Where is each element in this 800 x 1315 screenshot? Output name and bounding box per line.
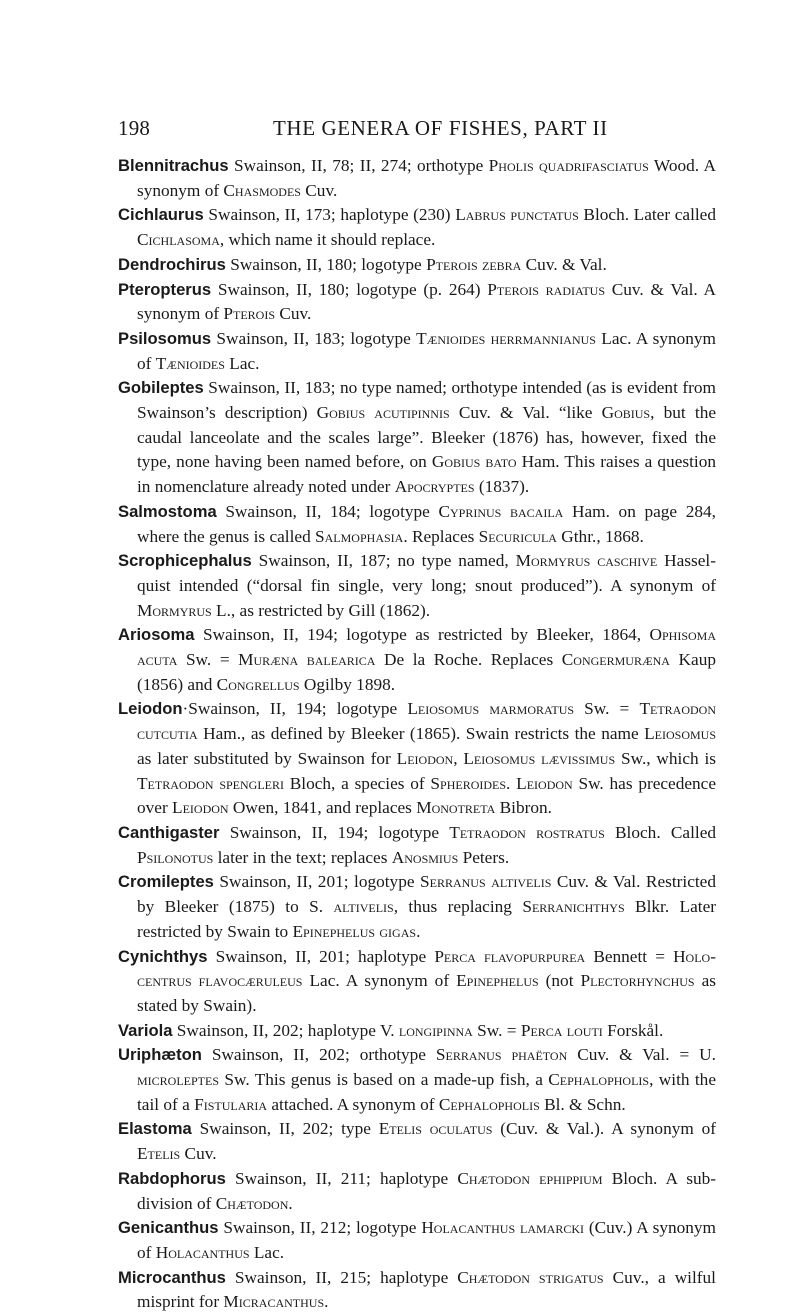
genus-name: Dendrochirus [118, 254, 226, 274]
species-name: Tænioides herrmannianus [416, 328, 596, 348]
genus-name: Salmostoma [118, 501, 217, 521]
species-name: Fistularia [194, 1094, 268, 1114]
entry-text: , thus replacing [393, 897, 523, 917]
species-name: Plectorhynchus [580, 971, 695, 991]
entry-text: (Cuv. & Val.). A synonym of [492, 1119, 717, 1139]
genus-name: Ariosoma [118, 625, 195, 645]
entry-text: Swainson, II, 202; type [191, 1119, 379, 1139]
species-name: Tetraodon spengleri [137, 773, 284, 793]
species-name: Gobius [601, 403, 651, 423]
entry-text: Swainson, II, 183; logotype [211, 328, 417, 348]
genus-entry [118, 1167, 716, 1216]
entry-text: Swainson, II, 183; no type named; orthotype intended (as is evident from Swainson’s description) [137, 378, 716, 423]
genus-entry-list [118, 154, 716, 1315]
entry-text: Swainson, II, 173; haplotype (230) [203, 205, 456, 225]
species-name: Pterois [223, 304, 276, 324]
species-name: Epinephelus gigas [292, 921, 417, 941]
species-name: Leiodon [516, 773, 573, 793]
entry-text: Peters. [458, 847, 510, 867]
entry-text: Hasselquist intended (“dorsal fin single, very long; snout produced”). A synonym of [137, 551, 716, 595]
species-name: Congermuræna [561, 650, 670, 670]
entry-text: Bloch. Called [604, 822, 716, 842]
entry-text: Bloch. A subdivision of [137, 1168, 716, 1213]
entry-text: Swainson, II, 194; logotype [219, 822, 450, 842]
genus-entry [118, 945, 716, 1019]
genus-entry [118, 376, 716, 500]
page-number: 198 [118, 116, 151, 140]
entry-text: Cuv. [180, 1144, 217, 1164]
genus-entry [118, 154, 716, 203]
species-name: Cephalopholis [438, 1094, 540, 1114]
entry-text: Gthr., 1868. [556, 526, 644, 546]
entry-text: Swainson, II, 201; logotype [213, 872, 421, 892]
entry-text: . [416, 921, 421, 941]
species-name: Apocryptes [394, 477, 475, 497]
genus-entry [118, 870, 716, 944]
genus-entry [118, 500, 716, 549]
entry-text: Sw. has precedence over [137, 773, 717, 818]
species-name: Leiosomus lævissimus [463, 748, 616, 768]
entry-text: Bl. & Schn. [539, 1094, 626, 1114]
entry-text: attached. A synonym of [267, 1094, 439, 1114]
species-name: Chætodon ephippium [457, 1168, 603, 1188]
entry-text: Lac. A synonym of [137, 328, 716, 373]
entry-text: Swainson, II, 211; haplotype [225, 1168, 458, 1188]
entry-text: Ogilby 1898. [299, 674, 396, 694]
entry-text: Swainson, II, 184; logotype [216, 501, 439, 521]
genus-entry [118, 549, 716, 623]
entry-text: Swainson, II, 215; haplotype [225, 1267, 458, 1287]
entry-text: Swainson, II, 202; haplotype V. [172, 1020, 399, 1040]
species-name: altivelis [333, 897, 394, 917]
entry-text: . [288, 1193, 293, 1213]
entry-text: Swainson, II, 201; haplotype [207, 946, 435, 966]
species-name: Cephalopholis [548, 1070, 650, 1090]
entry-text: Swainson, II, 78; II, 274; orthotype [228, 156, 489, 175]
species-name: Holocentrus flavocæruleus [137, 946, 716, 991]
genus-name: Genicanthus [118, 1218, 219, 1238]
species-name: Leiosomus marmoratus [407, 699, 575, 719]
entry-text: Swainson, II, 202; orthotype [201, 1045, 436, 1065]
entry-text: Cuv. & Val. = U. [567, 1045, 716, 1065]
genus-name: Elastoma [118, 1119, 192, 1139]
species-name: Perca louti [520, 1020, 603, 1040]
species-name: longipinna [398, 1020, 473, 1040]
entry-text: . Replaces [403, 526, 479, 546]
genus-name: Cichlaurus [118, 205, 204, 225]
genus-entry [118, 278, 716, 327]
entry-text: Cuv. [300, 180, 338, 200]
species-name: Perca flavopurpurea [434, 946, 586, 966]
entry-text: Wood. A synonym of [137, 156, 716, 200]
page-header [118, 116, 708, 142]
species-name: Gobius acutipinnis [316, 403, 450, 423]
entry-text: (1837). [474, 477, 530, 497]
genus-name: Rabdophorus [118, 1168, 226, 1188]
species-name: Psilonotus [137, 847, 214, 867]
entry-text: Owen, 1841, and replaces [228, 798, 417, 818]
entry-text: Sw. = [574, 699, 640, 719]
species-name: Etelis oculatus [378, 1119, 493, 1139]
species-name: Serranus altivelis [420, 872, 552, 892]
entry-text: , which name it should replace. [219, 230, 436, 250]
entry-text: as later substituted by Swainson for [137, 748, 397, 768]
entry-text: ·Swainson, II, 194; logotype [182, 699, 408, 719]
entry-text: Cuv. & Val. “like [449, 403, 602, 423]
entry-text: De la Roche. Replaces [375, 650, 562, 670]
genus-name: Scrophicephalus [118, 551, 252, 571]
species-name: Ophisoma acuta [137, 625, 716, 670]
entry-text: Lac. [224, 353, 260, 373]
species-name: Cichlasoma [137, 230, 220, 250]
genus-name: Cynichthys [118, 946, 208, 966]
entry-text: Sw., which is [615, 748, 717, 768]
species-name: Monotreta [416, 798, 496, 818]
entry-text: Forskål. [602, 1020, 664, 1040]
entry-text: Cuv., a wilful misprint for [137, 1267, 716, 1312]
species-name: Muræna balearica [238, 650, 376, 670]
species-name: Tetraodon cutcutia [137, 699, 716, 744]
entry-text: Swainson, II, 180; logotype [225, 254, 427, 274]
genus-entry [118, 1019, 716, 1044]
species-name: Anosmius [391, 847, 459, 867]
species-name: Congrellus [216, 674, 300, 694]
entry-text: , with the tail of a [137, 1070, 716, 1114]
genus-entry [118, 203, 716, 252]
genus-name: Blennitrachus [118, 156, 229, 175]
genus-entry [118, 1043, 716, 1117]
entry-text: (not [538, 971, 581, 991]
entry-text: Sw. This genus is based on a made-up fish, a [219, 1070, 549, 1090]
entry-text: L., as restricted by Gill (1862). [211, 600, 431, 620]
species-name: Serranus phaëton [435, 1045, 568, 1065]
entry-text: as stated by Swain). [137, 971, 716, 1015]
species-name: Leiosomus [644, 724, 716, 744]
species-name: Pterois zebra [426, 254, 522, 274]
species-name: Chætodon [215, 1193, 289, 1213]
species-name: Tetraodon rostratus [449, 822, 605, 842]
entry-text: Kaup (1856) and [137, 650, 716, 694]
running-head: THE GENERA OF FISHES, PART II [273, 116, 608, 140]
species-name: Gobius bato [431, 452, 517, 472]
genus-entry [118, 253, 716, 278]
entry-text: Sw. = [177, 650, 239, 670]
entry-text: Bibron. [495, 798, 552, 818]
species-name: Securicula [478, 526, 557, 546]
species-name: Etelis [137, 1144, 181, 1164]
genus-name: Canthigaster [118, 822, 220, 842]
entry-text: Lac. A synonym of [302, 971, 457, 991]
entry-text: Sw. = [472, 1020, 521, 1040]
entry-text: Ham., as defined by Bleeker (1865). Swain restricts the name [197, 724, 645, 744]
genus-name: Cromileptes [118, 872, 214, 892]
genus-entry [118, 327, 716, 376]
genus-name: Psilosomus [118, 328, 212, 348]
genus-entry [118, 1266, 716, 1315]
entry-text: , [453, 748, 464, 768]
species-name: Pterois radiatus [487, 279, 605, 299]
entry-text: Bloch, a species of [284, 773, 431, 793]
species-name: Pholis quadrifasciatus [488, 156, 649, 175]
species-name: Leiodon [396, 748, 454, 768]
genus-name: Microcanthus [118, 1267, 226, 1287]
entry-text: . [324, 1292, 329, 1312]
entry-text: Swainson, II, 180; logotype (p. 264) [211, 279, 488, 299]
species-name: Salmophasia [315, 526, 404, 546]
genus-name: Pteropterus [118, 279, 212, 299]
entry-text: Bennett = [585, 946, 674, 966]
entry-text: Ham. on page 284, where the genus is called [137, 501, 716, 546]
entry-text: Swainson, II, 187; no type named, [251, 551, 516, 571]
species-name: Chætodon strigatus [457, 1267, 604, 1287]
entry-text: Ham. This raises a question in nomenclature already noted under [137, 452, 716, 497]
species-name: Chasmodes [223, 180, 301, 200]
species-name: Serranichthys [522, 897, 625, 917]
entry-text: later in the text; replaces [213, 847, 392, 867]
entry-text: Cuv. & Val. A synonym of [137, 279, 716, 324]
entry-text: Cuv. & Val. Restricted by Bleeker (1875) to S. [137, 872, 716, 917]
genus-entry [118, 697, 716, 821]
entry-text: Lac. [249, 1242, 285, 1262]
genus-name: Uriphæton [118, 1045, 202, 1065]
entry-text: Swainson, II, 194; logotype as restricted by Bleeker, 1864, [194, 625, 650, 645]
genus-entry [118, 1117, 716, 1166]
species-name: Holacanthus [155, 1242, 250, 1262]
entry-text: (Cuv.) A synonym of [137, 1218, 717, 1262]
species-name: Spheroides [430, 773, 507, 793]
genus-name: Variola [118, 1020, 173, 1040]
species-name: Leiodon [172, 798, 229, 818]
species-name: Holacanthus lamarcki [421, 1218, 584, 1238]
entry-text: Cuv. & Val. [521, 254, 607, 274]
species-name: Tænioides [155, 353, 225, 373]
entry-text: Bloch. Later called [578, 205, 716, 225]
entry-text: Swainson, II, 212; logotype [218, 1218, 422, 1238]
entry-text: . [506, 773, 517, 793]
species-name: Labrus punctatus [455, 205, 579, 225]
species-name: Mormyrus caschive [515, 551, 658, 571]
species-name: Mormyrus [137, 600, 212, 620]
species-name: Epinephelus [456, 971, 539, 991]
species-name: Cyprinus bacaila [438, 501, 564, 521]
genus-entry [118, 1216, 716, 1265]
species-name: Micracanthus [223, 1292, 325, 1312]
entry-text: Cuv. [275, 304, 312, 324]
entry-text: Blkr. Later restricted by Swain to [137, 897, 716, 941]
genus-entry [118, 623, 716, 697]
genus-name: Gobileptes [118, 378, 204, 398]
entry-text: , but the caudal lanceolate and the scales large”. Bleeker (1876) has, however, fixed the type, none having been named before, on [137, 403, 716, 472]
genus-name: Leiodon [118, 699, 183, 719]
genus-entry [118, 821, 716, 870]
species-name: microleptes [137, 1070, 220, 1090]
